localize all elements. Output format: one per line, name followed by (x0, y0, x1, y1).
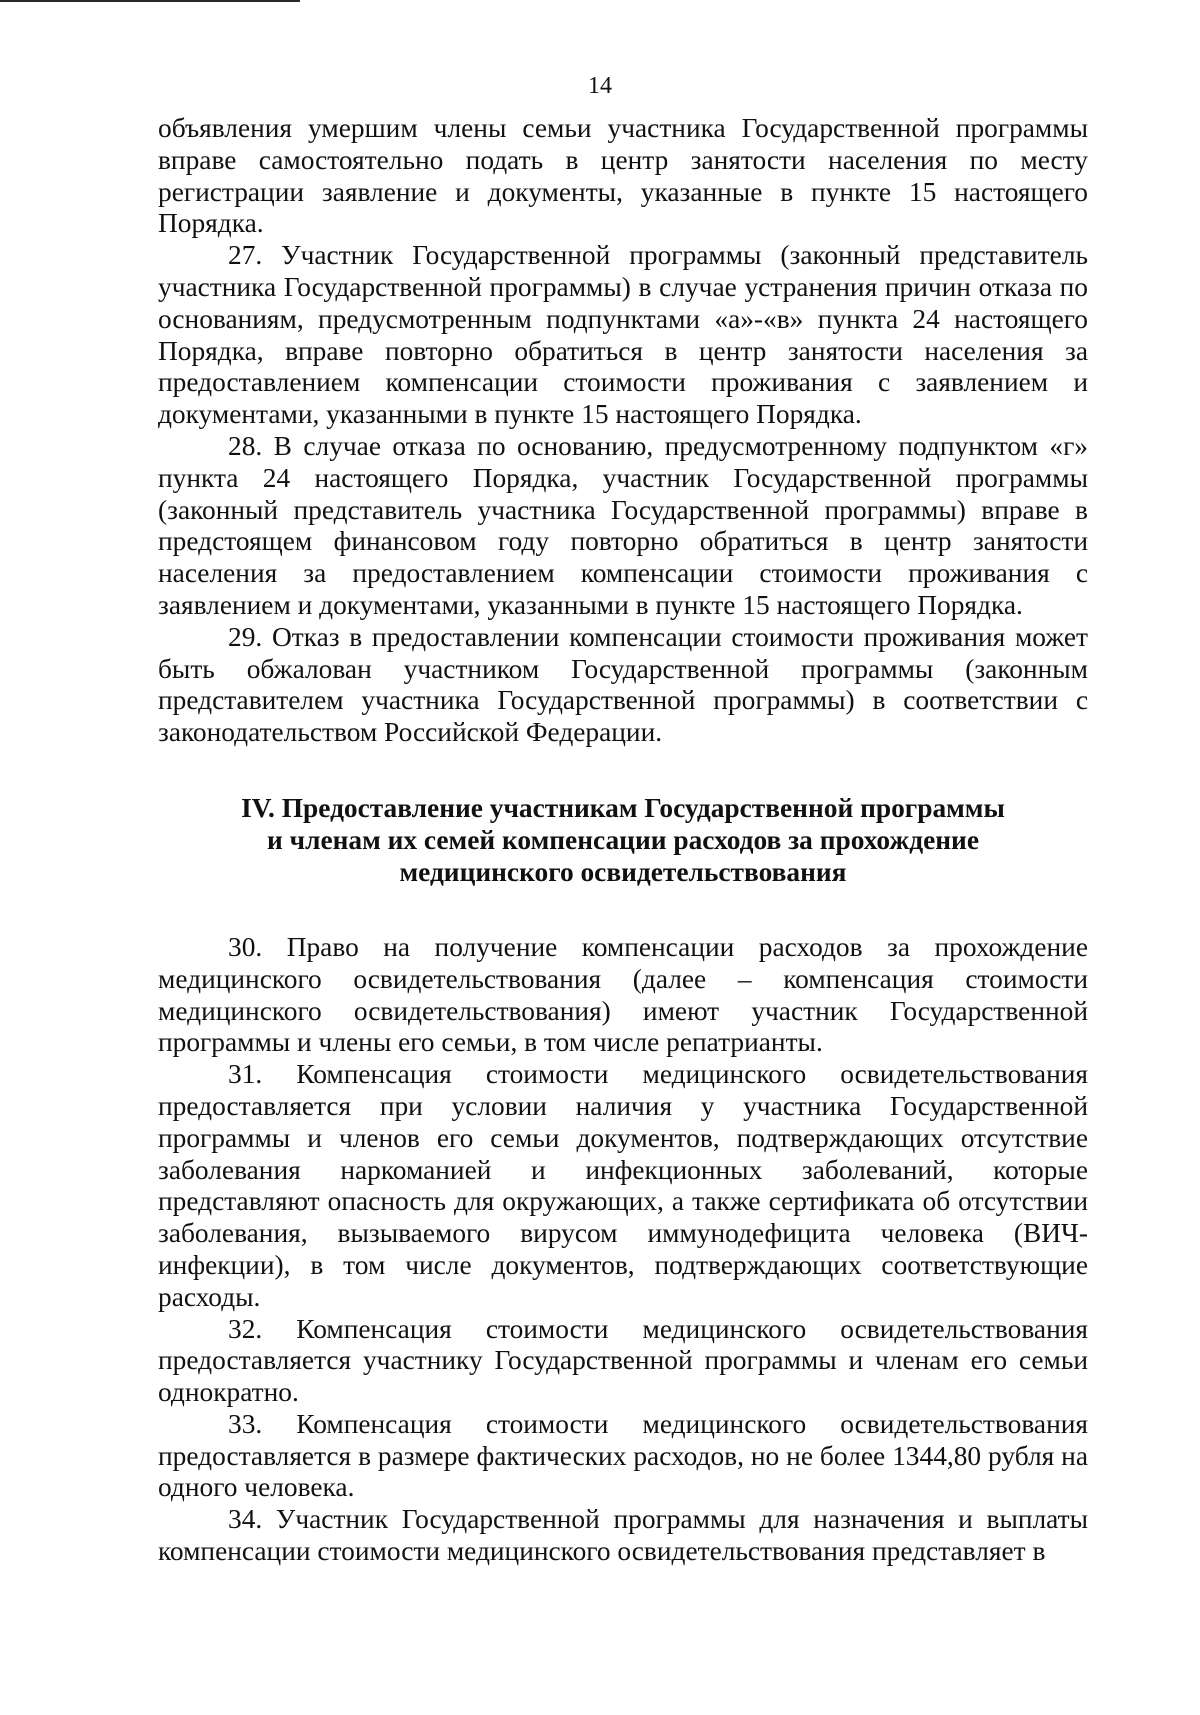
section-heading-line-2: и членам их семей компенсации расходов за прохождение (267, 824, 979, 855)
paragraph-33: 33. Компенсация стоимости медицинского освидетельствования предоставляется в размере фактических расходов, но не более 1344,80 рубля на одного человека. (158, 1408, 1088, 1503)
paragraph-31: 31. Компенсация стоимости медицинского освидетельствования предоставляется при условии наличия у участника Государственной программы и членов его семьи документов, подтверждающих отсутствие заболевания наркоманией и инфекционных заболеваний, которые представляют опасность для окружающих, а также сертификата об отсутствии заболевания, вызываемого вирусом иммунодефицита человека (ВИЧ-инфекции), в том числе документов, подтверждающих соответствующие расходы. (158, 1059, 1088, 1312)
section-heading-line-3: медицинского освидетельствования (399, 856, 847, 887)
document-body (158, 113, 1088, 1568)
paragraph-29: 29. Отказ в предоставлении компенсации стоимости проживания может быть обжалован участником Государственной программы (законным представителем участника Государственной программы) в соответствии с законодательством Российской Федерации. (158, 621, 1088, 748)
paragraph-28: 28. В случае отказа по основанию, предусмотренному подпунктом «г» пункта 24 настоящего Порядка, участник Государственной программы (законный представитель участника Государственной программы) вправе в предстоящем финансовом году повторно обратиться в центр занятости населения за предоставлением компенсации стоимости проживания с заявлением и документами, указанными в пункте 15 настоящего Порядка. (158, 430, 1088, 620)
paragraph-27: 27. Участник Государственной программы (законный представитель участника Государственной программы) в случае устранения причин отказа по основаниям, предусмотренным подпунктами «а»-«в» пункта 24 настоящего Порядка, вправе повторно обратиться в центр занятости населения за предоставлением компенсации стоимости проживания с заявлением и документами, указанными в пункте 15 настоящего Порядка. (158, 240, 1088, 430)
page-number: 14 (588, 73, 612, 99)
paragraph-34: 34. Участник Государственной программы для назначения и выплаты компенсации стоимости медицинского освидетельствования представляет в (158, 1504, 1088, 1567)
section-heading (158, 792, 1088, 888)
paragraph-32: 32. Компенсация стоимости медицинского освидетельствования предоставляется участнику Государственной программы и членам его семьи однократно. (158, 1313, 1088, 1408)
continuation-paragraph: объявления умершим члены семьи участника Государственной программы вправе самостоятельно подать в центр занятости населения по месту регистрации заявление и документы, указанные в пункте 15 настоящего Порядка. (158, 113, 1088, 239)
scan-edge-line (0, 0, 300, 2)
paragraph-30: 30. Право на получение компенсации расходов за прохождение медицинского освидетельствования (далее – компенсация стоимости медицинского освидетельствования) имеют участник Государственной программы и члены его семьи, в том числе репатрианты. (158, 931, 1088, 1058)
section-heading-line-1: IV. Предоставление участникам Государственной программы (241, 792, 1005, 823)
